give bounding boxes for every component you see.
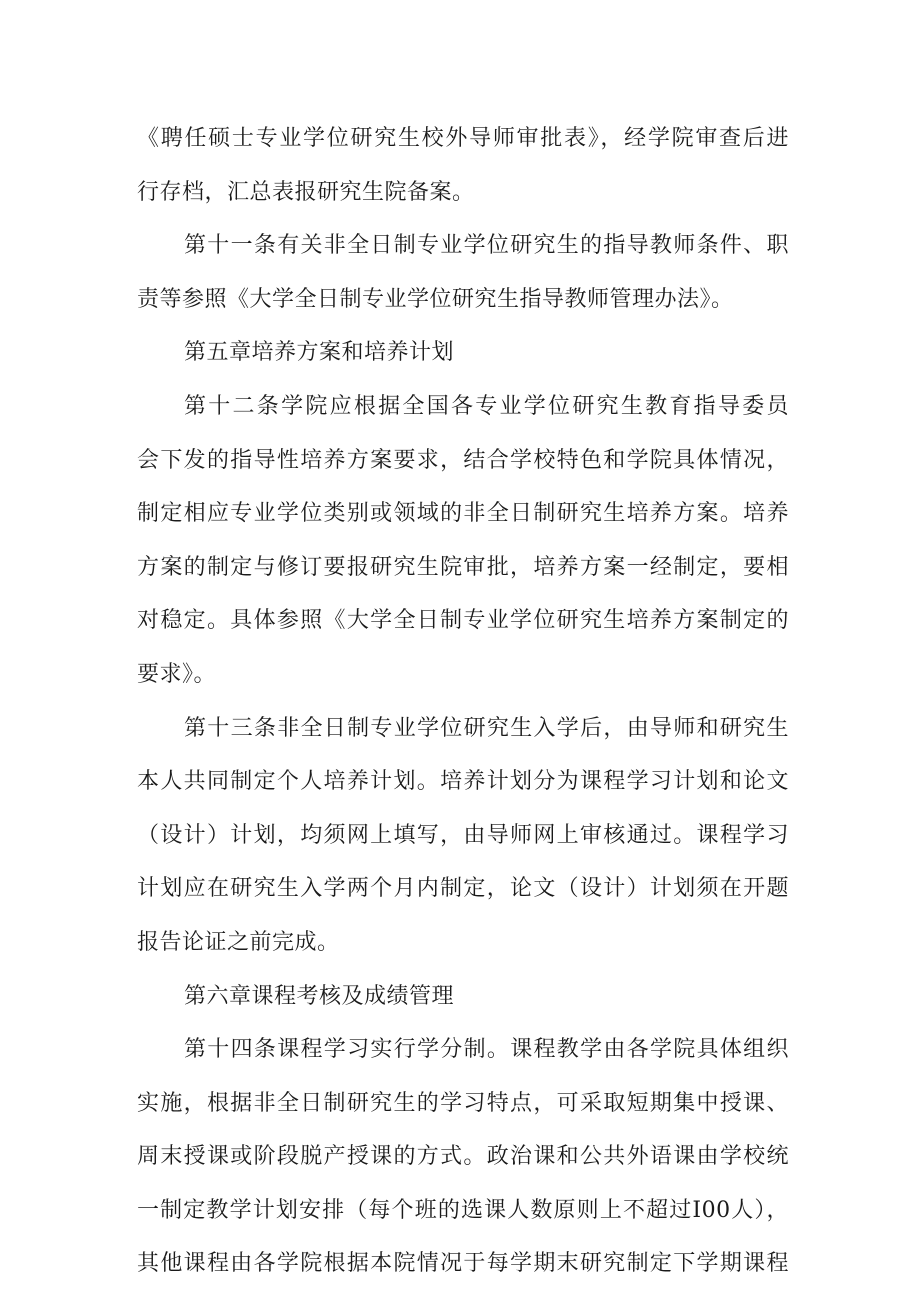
text-line: 方案的制定与修订要报研究生院审批，培养方案一经制定，要相 xyxy=(137,554,789,580)
text-line: 计划应在研究生入学两个月内制定，论文（设计）计划须在开题 xyxy=(137,876,789,902)
chapter-5-heading: 第五章培养方案和培养计划 xyxy=(184,340,455,366)
text-line: 责等参照《大学全日制专业学位研究生指导教师管理办法》。 xyxy=(137,286,734,312)
text-line: 行存档，汇总表报研究生院备案。 xyxy=(137,179,475,205)
text-line: 对稳定。具体参照《大学全日制专业学位研究生培养方案制定的 xyxy=(137,608,789,634)
text-line: 要求》。 xyxy=(137,661,217,687)
text-line: 《聘任硕士专业学位研究生校外导师审批表》，经学院审查后进 xyxy=(137,126,789,151)
text-line: 报告论证之前完成。 xyxy=(137,929,340,955)
article-12-line: 第十二条学院应根据全国各专业学位研究生教育指导委员 xyxy=(184,393,789,419)
text-line: 周末授课或阶段脱产授课的方式。政治课和公共外语课由学校统 xyxy=(137,1144,789,1170)
text-line: 一制定教学计划安排（每个班的选课人数原则上不超过I00人）， xyxy=(137,1197,789,1223)
article-13-line: 第十三条非全日制专业学位研究生入学后，由导师和研究生 xyxy=(184,715,789,741)
text-line: 实施，根据非全日制研究生的学习特点，可采取短期集中授课、 xyxy=(137,1090,789,1116)
text-line: （设计）计划，均须网上填写，由导师网上审核通过。课程学习 xyxy=(137,822,789,848)
text-line: 其他课程由各学院根据本院情况于每学期末研究制定下学期课程 xyxy=(137,1251,789,1277)
text-line: 会下发的指导性培养方案要求，结合学校特色和学院具体情况， xyxy=(137,447,789,473)
document-body xyxy=(137,112,789,1291)
chapter-6-heading: 第六章课程考核及成绩管理 xyxy=(184,983,455,1009)
text-line: 本人共同制定个人培养计划。培养计划分为课程学习计划和论文 xyxy=(137,769,789,795)
article-11-line: 第十一条有关非全日制专业学位研究生的指导教师条件、职 xyxy=(184,233,789,259)
text-line: 制定相应专业学位类别或领域的非全日制研究生培养方案。培养 xyxy=(137,501,789,527)
article-14-line: 第十四条课程学习实行学分制。课程教学由各学院具体组织 xyxy=(184,1037,789,1063)
